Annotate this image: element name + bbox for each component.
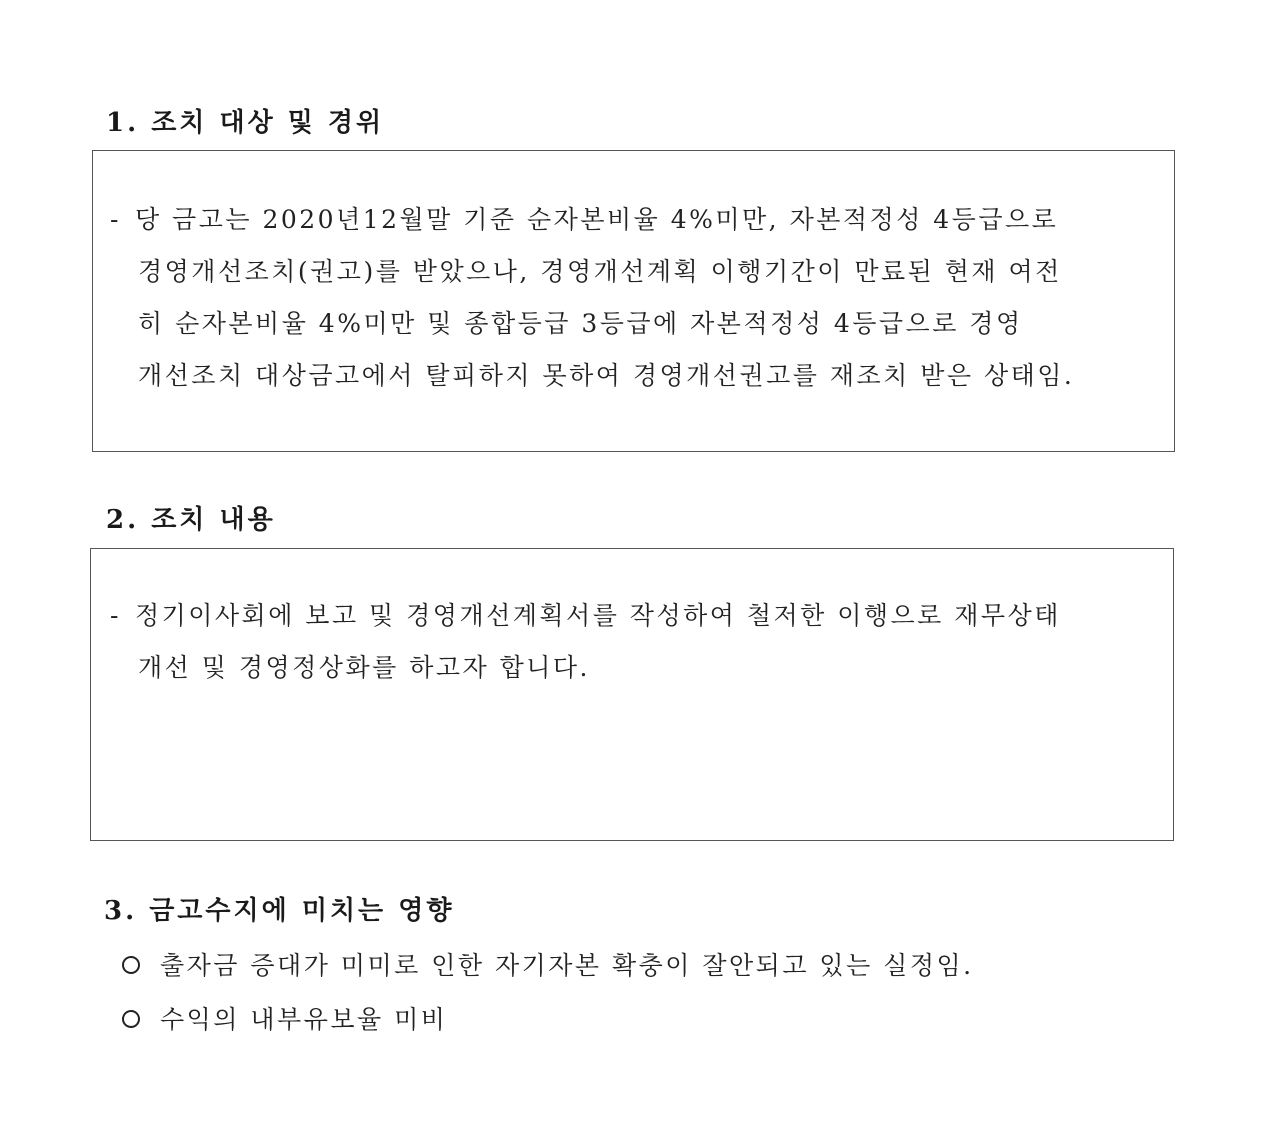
- section-2-line-1-text: 정기이사회에 보고 및 경영개선계획서를 작성하여 철저한 이행으로 재무상태: [134, 601, 1061, 630]
- section-3-heading: 3. 금고수지에 미치는 영향: [104, 896, 455, 926]
- section-2-paragraph: [110, 590, 1061, 694]
- section-1-line-4: 개선조치 대상금고에서 탈피하지 못하여 경영개선권고를 재조치 받은 상태임.: [138, 361, 1075, 390]
- section-1-line-2: 경영개선조치(권고)를 받았으나, 경영개선계획 이행기간이 만료된 현재 여전: [138, 257, 1062, 286]
- section-3-bullet-1: [122, 946, 974, 982]
- circle-bullet-icon: [122, 956, 140, 974]
- section-3-bullet-2: [122, 1000, 447, 1036]
- section-1-line-3: 히 순자본비율 4%미만 및 종합등급 3등급에 자본적정성 4등급으로 경영: [138, 309, 1023, 338]
- section-1-line-1-text: 당 금고는 2020년12월말 기준 순자본비율 4%미만, 자본적정성 4등급으로: [134, 205, 1059, 234]
- section-3-bullet-1-text: 출자금 증대가 미미로 인한 자기자본 확충이 잘안되고 있는 실정임.: [160, 951, 974, 980]
- section-1-line-1: [110, 194, 1074, 246]
- section-2-heading: 2. 조치 내용: [106, 505, 276, 535]
- section-1-paragraph: [110, 194, 1074, 402]
- section-2-line-2: 개선 및 경영정상화를 하고자 합니다.: [138, 653, 590, 682]
- section-1-heading: 1. 조치 대상 및 경위: [106, 108, 385, 138]
- dash-mark: -: [110, 205, 121, 234]
- dash-mark: -: [110, 601, 121, 630]
- section-3-bullet-2-text: 수익의 내부유보율 미비: [160, 1005, 448, 1034]
- section-2-line-1: [110, 590, 1061, 642]
- circle-bullet-icon: [122, 1010, 140, 1028]
